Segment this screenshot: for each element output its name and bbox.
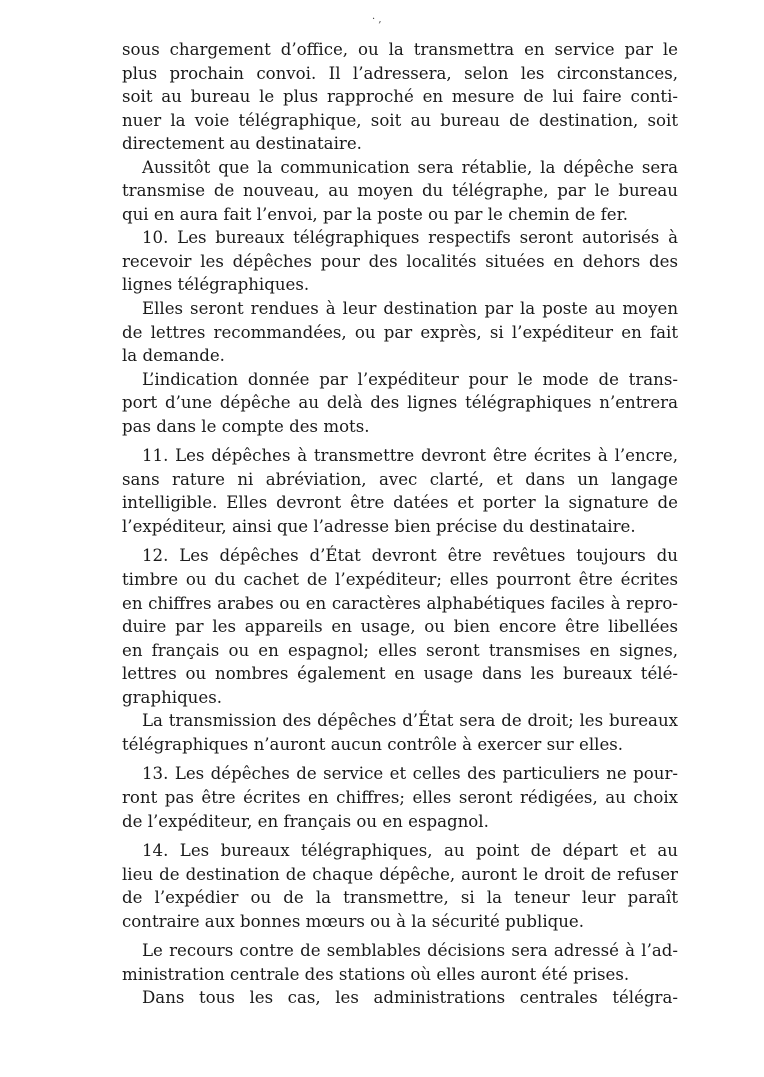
text-line: Le recours contre de semblables décisions sera adressé à l’ad- [142, 941, 678, 961]
text-line: timbre ou du cachet de l’expéditeur; elles pourront être écrites [122, 570, 678, 590]
text-line: port d’une dépêche au delà des lignes télégraphiques n’entrera [122, 393, 678, 413]
text-line: l’expéditeur, ainsi que l’adresse bien précise du destinataire. [122, 516, 636, 536]
text-line: de l’expéditeur, en français ou en espagnol. [122, 811, 489, 831]
text-line: sans rature ni abréviation, avec clarté, et dans un langage [122, 469, 678, 489]
text-line: contraire aux bonnes mœurs ou à la sécurité publique. [122, 911, 585, 931]
text-line: transmise de nouveau, au moyen du télégraphe, par le bureau [122, 181, 678, 201]
text-line: lignes télégraphiques. [122, 275, 310, 295]
article-13-line: 13. Les dépêches de service et celles des particuliers ne pour- [142, 764, 678, 784]
document-page [122, 38, 678, 1010]
text-line: intelligible. Elles devront être datées et porter la signature de [122, 493, 678, 513]
text-line: lettres ou nombres également en usage dans les bureaux télé- [122, 664, 678, 684]
text-line: Elles seront rendues à leur destination par la poste au moyen [142, 299, 678, 319]
text-line: L’indication donnée par l’expéditeur pour le mode de trans- [142, 369, 678, 389]
text-line: en français ou en espagnol; elles seront transmises en signes, [122, 640, 678, 660]
article-10-line: 10. Les bureaux télégraphiques respectifs seront autorisés à [142, 228, 678, 248]
text-line: soit au bureau le plus rapproché en mesure de lui faire conti- [122, 87, 678, 107]
text-line: qui en aura fait l’envoi, par la poste ou par le chemin de fer. [122, 204, 628, 224]
text-line: pas dans le compte des mots. [122, 416, 370, 436]
text-line: duire par les appareils en usage, ou bien encore être libellées [122, 617, 678, 637]
text-line: La transmission des dépêches d’État sera de droit; les bureaux [142, 711, 678, 731]
text-line: Dans tous les cas, les administrations centrales télégra- [142, 988, 678, 1008]
text-line: directement au destinataire. [122, 134, 362, 154]
text-line: télégraphiques n’auront aucun contrôle à exercer sur elles. [122, 734, 624, 754]
text-line: nuer la voie télégraphique, soit au bureau de destination, soit [122, 110, 678, 130]
text-line: ministration centrale des stations où elles auront été prises. [122, 964, 630, 984]
text-line: recevoir les dépêches pour des localités situées en dehors des [122, 251, 678, 271]
text-line: de l’expédier ou de la transmettre, si la teneur leur paraît [122, 888, 678, 908]
text-line: de lettres recommandées, ou par exprès, si l’expéditeur en fait [122, 322, 678, 342]
text-line: sous chargement d’office, ou la transmettra en service par le [122, 40, 678, 59]
text-line: Aussitôt que la communication sera rétablie, la dépêche sera [142, 157, 678, 177]
text-line: lieu de destination de chaque dépêche, auront le droit de refuser [122, 864, 678, 884]
text-line: la demande. [122, 346, 225, 366]
text-line: graphiques. [122, 687, 222, 707]
article-12-line: 12. Les dépêches d’État devront être revêtues toujours du [142, 546, 678, 566]
text-line: en chiffres arabes ou en caractères alphabétiques faciles à repro- [122, 593, 678, 613]
text-line: ront pas être écrites en chiffres; elles seront rédigées, au choix [122, 787, 678, 807]
article-11-line: 11. Les dépêches à transmettre devront être écrites à l’encre, [142, 446, 678, 466]
text-line: plus prochain convoi. Il l’adressera, selon les circonstances, [122, 63, 678, 83]
page-top-mark: · , [372, 14, 382, 25]
article-14-line: 14. Les bureaux télégraphiques, au point de départ et au [142, 841, 678, 861]
